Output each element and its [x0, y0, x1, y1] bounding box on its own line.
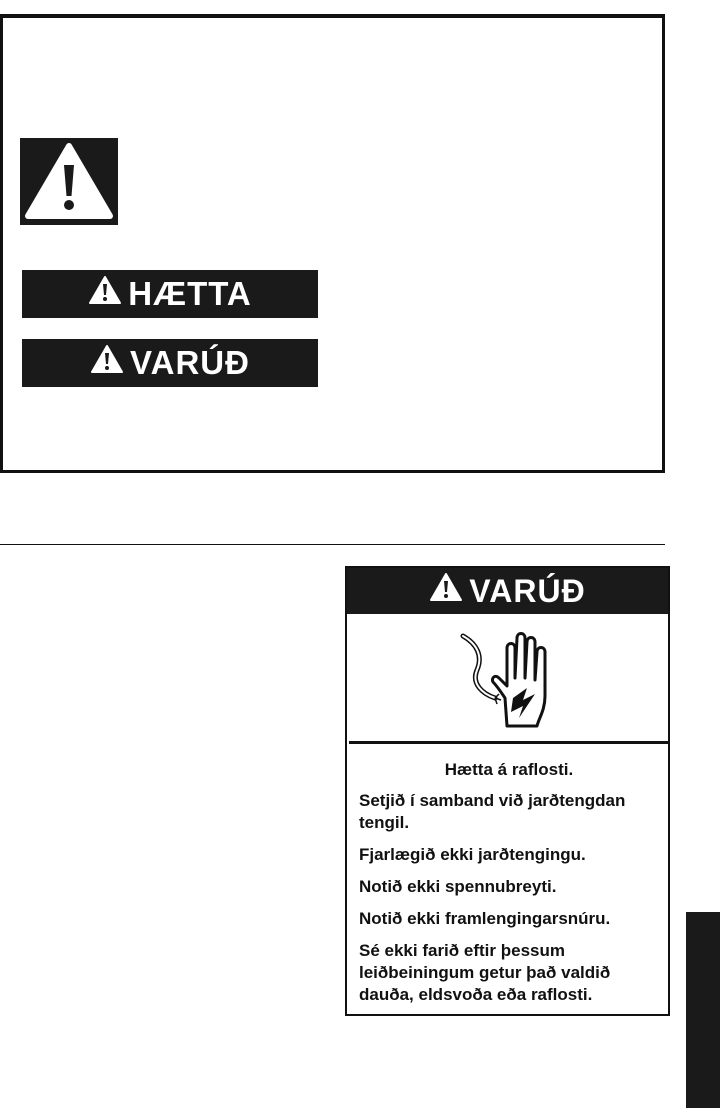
section-rule: [0, 544, 665, 545]
instruction-line: Fjarlægið ekki jarðtengingu.: [359, 845, 586, 864]
warning-text-body: [359, 760, 659, 1016]
signal-word: HÆTTA: [128, 275, 252, 312]
electric-shock-hand-icon: [449, 622, 569, 734]
exclamation-triangle-icon: [90, 344, 124, 382]
pictogram-area: [349, 614, 668, 744]
exclamation-triangle-icon: [20, 138, 118, 225]
page-edge-tab: [686, 912, 720, 1108]
warning-header: [347, 568, 668, 614]
instruction-line: Notið ekki framlengingarsnúru.: [359, 909, 611, 928]
signal-word-bar-danger: [22, 270, 318, 318]
instruction-line: Notið ekki spennubreyti.: [359, 877, 557, 896]
exclamation-triangle-icon: [429, 572, 463, 610]
safety-symbol-box: [0, 15, 665, 473]
warning-header-label: VARÚÐ: [469, 572, 586, 609]
electrical-warning-label: [345, 566, 670, 1016]
signal-word: VARÚÐ: [130, 344, 250, 381]
instruction-line: Sé ekki farið eftir þessum leiðbeiningum getur það valdið dauða, eldsvoða eða raflosti.: [359, 941, 611, 1004]
exclamation-triangle-icon: [88, 275, 122, 313]
signal-word-bar-warning: [22, 339, 318, 387]
hazard-statement: Hætta á raflosti.: [444, 760, 574, 779]
instruction-line: Setjið í samband við jarðtengdan tengil.: [359, 791, 626, 832]
